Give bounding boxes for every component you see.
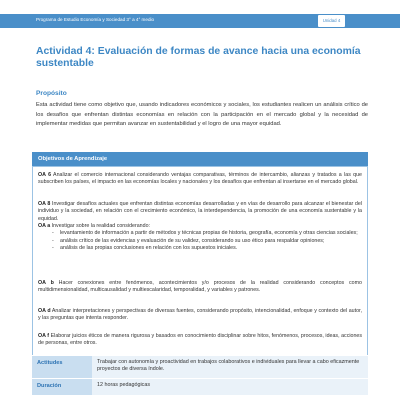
actitudes-row <box>32 355 368 378</box>
proposito-heading: Propósito <box>36 90 67 97</box>
oa-d-code: OA d <box>38 308 51 314</box>
unit-label: Unidad 4 <box>322 18 341 23</box>
activity-title: Actividad 4: Evaluación de formas de avance hacia una economía sustentable <box>36 46 361 69</box>
unit-badge <box>318 15 345 27</box>
oa-a-item: - levantamiento de información a partir de métodos y técnicas propias de historia, geografía, economía y otras ciencias sociales; <box>38 230 362 237</box>
program-label: Programa de Estudio Economía y Sociedad 3° a 4° medio <box>36 17 155 22</box>
duracion-label: Duración <box>37 383 62 389</box>
oa-6 <box>38 172 362 187</box>
oa-a <box>38 223 362 253</box>
oa-a-list <box>38 230 362 252</box>
actitudes-value-cell <box>92 356 368 378</box>
oa-d-text: Analizar interpretaciones y perspectivas de diversas fuentes, considerando propósito, intencionalidad, enfoque y contexto del autor, y las preguntas que intenta responder. <box>38 308 362 322</box>
oa-b <box>38 280 362 295</box>
oa-6-text: Analizar el comercio internacional considerando ventajas comparativas, términos de intercambio, alianzas y tratados a las que subscriben los países, el impacto en las economías locales y nacionales y los desafíos que enfrentan al insertarse en el mercado global. <box>38 172 363 186</box>
header-bar <box>0 14 400 28</box>
objetivos-header <box>32 152 368 166</box>
oa-b-code: OA b <box>38 280 54 286</box>
objetivos-heading: Objetivos de Aprendizaje <box>38 155 108 162</box>
oa-8-code: OA 8 <box>38 201 51 207</box>
duracion-value: 12 horas pedagógicas <box>97 382 151 388</box>
oa-b-text: Hacer conexiones entre fenómenos, acontecimientos y/o procesos de la realidad considerando conceptos como multidimensionalidad, multicausalidad y multiescalaridad, temporalidad, y variables y patrones. <box>38 280 362 294</box>
oa-a-item: - análisis crítico de las evidencias y evaluación de su validez, considerando su uso ético para respaldar opiniones; <box>38 238 362 245</box>
oa-d <box>38 308 362 323</box>
objetivos-box <box>32 166 368 356</box>
actitudes-label: Actitudes <box>37 360 63 366</box>
proposito-text: Esta actividad tiene como objetivo que, usando indicadores económicos y sociales, los estudiantes realicen un análisis crítico de los desafíos que enfrentan distintas economías en relación con la participación en el mercado global y la necesidad de implementar medidas que permitan avanzar en sustentabilidad y el logro de una mayor equidad. <box>36 102 368 128</box>
actitudes-value: Trabajar con autonomía y proactividad en trabajos colaborativos e individuales para llevar a cabo eficazmente proyectos de diversa índole. <box>97 359 360 373</box>
actitudes-label-cell <box>32 356 92 378</box>
duracion-row <box>32 378 368 395</box>
oa-a-text: Investigar sobre la realidad considerando: <box>50 223 150 229</box>
oa-6-code: OA 6 <box>38 172 52 178</box>
oa-8 <box>38 201 362 223</box>
oa-a-code: OA a <box>38 223 51 229</box>
oa-8-text: Investigar desafíos actuales que enfrentan distintas economías desarrolladas y en vías de desarrollo para alcanzar el bienestar del individuo y la sociedad, en relación con el crecimiento económico, la interdependencia, la promoción de una economía sustentable y la equidad. <box>38 201 363 222</box>
oa-f-text: Elaborar juicios éticos de manera rigurosa y basados en conocimiento disciplinar sobre hitos, fenómenos, procesos, ideas, acciones de personas, entre otros. <box>38 333 362 347</box>
oa-a-item: - análisis de las propias conclusiones en relación con los supuestos iniciales. <box>38 245 362 252</box>
oa-f <box>38 333 362 348</box>
duracion-label-cell <box>32 379 92 395</box>
oa-f-code: OA f <box>38 333 50 339</box>
duracion-value-cell <box>92 379 368 395</box>
